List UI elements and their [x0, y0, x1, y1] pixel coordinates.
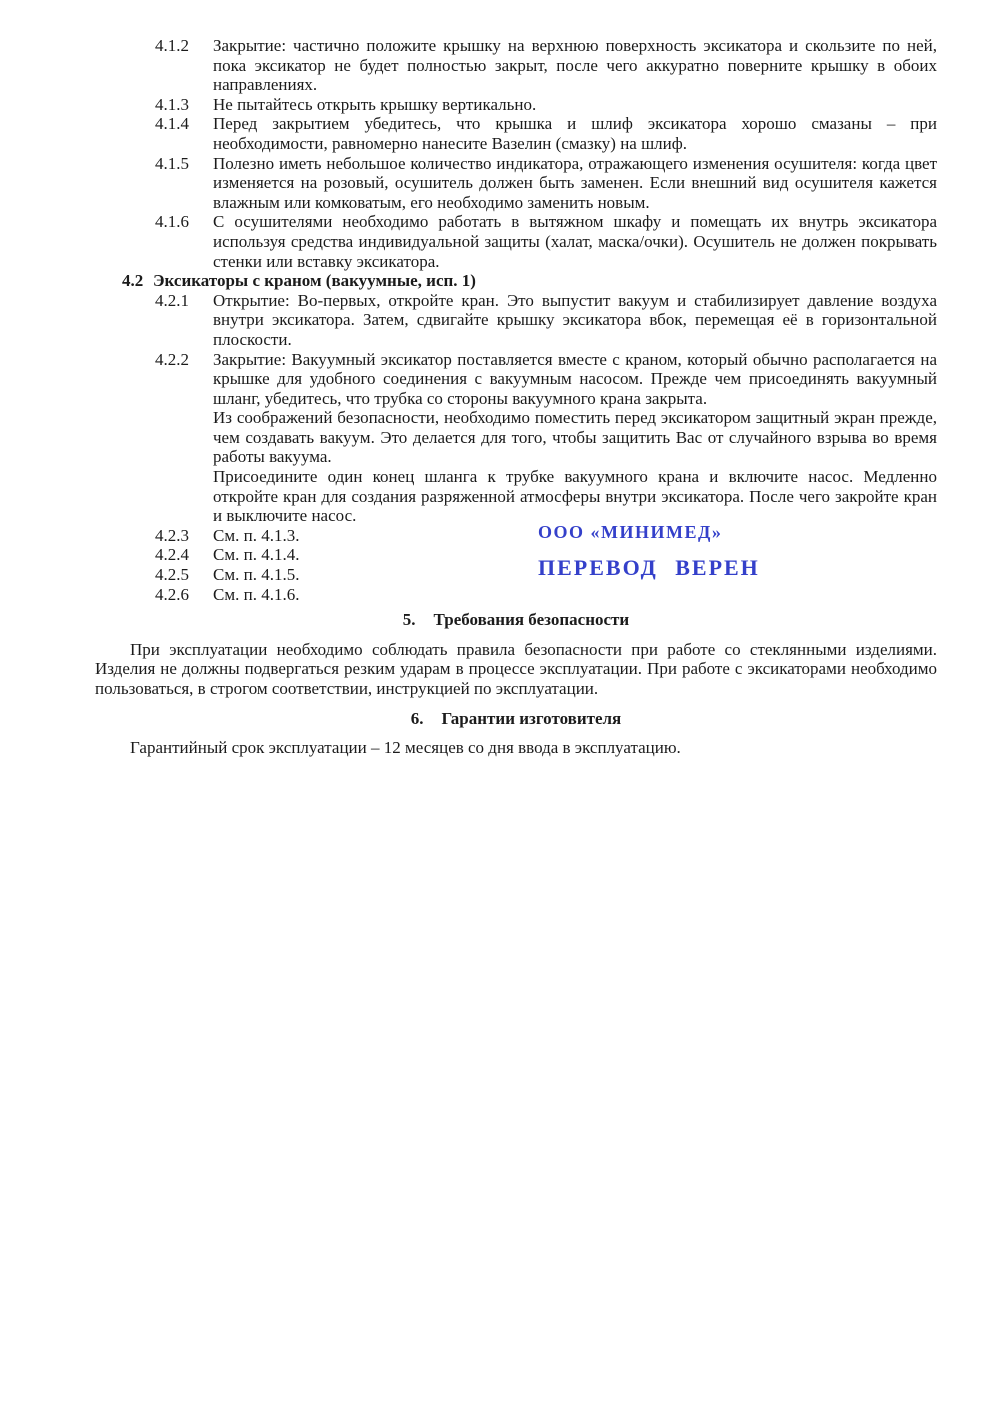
item-text: См. п. 4.1.6. — [213, 584, 300, 604]
item-text: См. п. 4.1.3. — [213, 525, 300, 545]
item-text: Открытие: Во-первых, откройте кран. Это выпустит вакуум и стабилизирует давление воздуха внутри эксикатора. Затем, сдвигайте крышку эксикатора вбок, перемещая её в горизонтальной плоскости. — [213, 290, 937, 349]
translation-stamp — [538, 522, 760, 581]
section-title: Требования безопасности — [433, 610, 630, 630]
item-text: Из соображений безопасности, необходимо поместить перед эксикатором защитный экран прежде, чем создавать вакуум. Это делается для того, чтобы защитить Вас от случайного взрыва во время работы вакуума. — [213, 408, 937, 467]
item-number: 4.2.1 — [155, 290, 189, 310]
item-number: 4.1.3 — [155, 94, 189, 114]
item-number: 4.2.2 — [155, 349, 189, 369]
item-number: 4.2.4 — [155, 545, 189, 565]
list-item — [155, 585, 937, 605]
item-text: Закрытие: Вакуумный эксикатор поставляется вместе с краном, который обычно располагается на крышке для удобного соединения с вакуумным насосом. Прежде чем присоединять вакуумный шланг, убедитесь, что трубка со стороны вакуумного крана закрыта. — [213, 349, 937, 408]
item-number: 4.1.4 — [155, 114, 189, 134]
stamp-translation-verified: ПЕРЕВОД ВЕРЕН — [538, 555, 760, 580]
section-number: 6. — [410, 708, 424, 728]
item-text: Перед закрытием убедитесь, что крышка и шлиф эксикатора хорошо смазаны – при необходимости, равномерно нанесите Вазелин (смазку) на шлиф. — [213, 114, 937, 153]
list-item — [155, 154, 937, 213]
section-title: Гарантии изготовителя — [441, 708, 622, 728]
item-number: 4.2.6 — [155, 584, 189, 604]
list-item-continuation — [155, 467, 937, 526]
section-5-paragraph: При эксплуатации необходимо соблюдать правила безопасности при работе со стеклянными изделиями. Изделия не должны подвергаться резким ударам в процессе эксплуатации. При работе с эксикаторами необходимо пользоваться, в строгом соответствии, инструкцией по эксплуатации. — [95, 639, 937, 698]
list-item — [155, 291, 937, 350]
list-item — [155, 36, 937, 95]
item-number: 4.1.6 — [155, 212, 189, 232]
section-title: Эксикаторы с краном (вакуумные, исп. 1) — [153, 271, 476, 291]
item-text: Присоедините один конец шланга к трубке вакуумного крана и включите насос. Медленно откройте кран для создания разряженной атмосферы внутри эксикатора. После чего закройте кран и выключите насос. — [213, 467, 937, 526]
list-item-continuation — [155, 408, 937, 467]
item-text: С осушителями необходимо работать в вытяжном шкафу и помещать их внутрь эксикатора используя средства индивидуальной защиты (халат, маска/очки). Осушитель не должен покрывать стенки или вставку эксикатора. — [213, 212, 937, 271]
section-4-2-heading — [122, 271, 937, 291]
section-5-heading — [95, 610, 937, 630]
item-text: Полезно иметь небольшое количество индикатора, отражающего изменения осушителя: когда цвет изменяется на розовый, осушитель должен быть заменен. Если внешний вид осушителя кажется влажным или комковатым, его необходимо заменить новым. — [213, 153, 937, 212]
item-text: Закрытие: частично положите крышку на верхнюю поверхность эксикатора и скользите по ней, пока эксикатор не будет полностью закрыт, после чего аккуратно поверните крышку в обоих направлениях. — [213, 36, 937, 95]
item-number — [155, 467, 213, 526]
list-item — [155, 114, 937, 153]
item-text: См. п. 4.1.4. — [213, 545, 300, 565]
section-6-heading — [95, 709, 937, 729]
stamp-company-name: ООО «МИНИМЕД» — [538, 522, 723, 542]
list-item — [155, 95, 937, 115]
section-6-paragraph: Гарантийный срок эксплуатации – 12 месяцев со дня ввода в эксплуатацию. — [130, 738, 681, 758]
item-number: 4.1.2 — [155, 36, 189, 55]
item-number: 4.2.5 — [155, 565, 189, 585]
item-number: 4.2.3 — [155, 525, 189, 545]
section-4-2-items — [0, 291, 1000, 605]
item-text: См. п. 4.1.5. — [213, 565, 300, 585]
section-number: 4.2 — [122, 271, 144, 291]
item-number: 4.1.5 — [155, 153, 189, 173]
item-number — [155, 408, 213, 467]
item-text: Не пытайтесь открыть крышку вертикально. — [213, 94, 537, 114]
list-item — [155, 350, 937, 409]
list-item — [155, 212, 937, 271]
section-4-1-items — [0, 36, 1000, 271]
section-number: 5. — [402, 610, 416, 630]
